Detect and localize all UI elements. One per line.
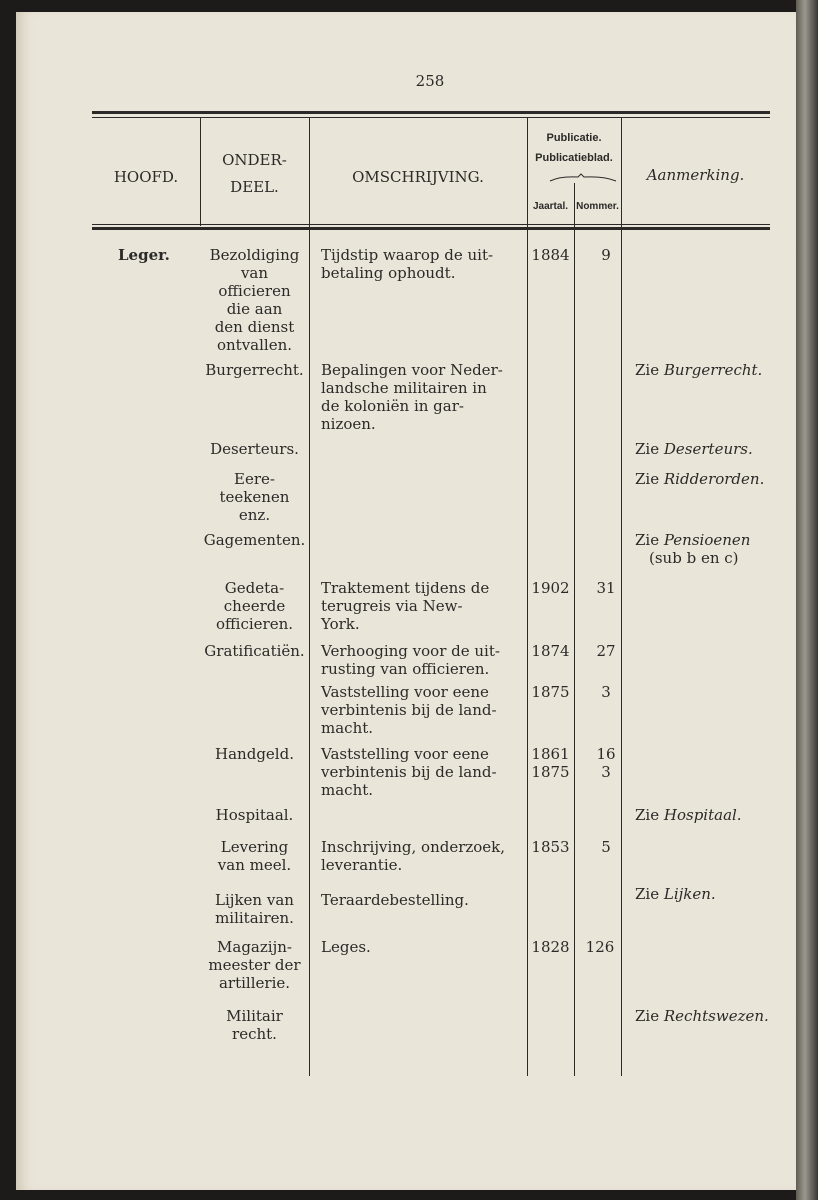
onderdeel-line: Lijken van [215, 891, 294, 909]
header-top-rule-thin [92, 117, 770, 118]
onderdeel-line: artillerie. [218, 974, 291, 992]
onderdeel-line: officieren [218, 282, 291, 300]
omschrijving-line: Bepalingen voor Neder- [321, 361, 503, 379]
omschrijving-line: Inschrijving, onderzoek, [321, 838, 506, 856]
jaartal-value: 1853 [531, 838, 570, 856]
jaartal-value: 1884 [531, 246, 570, 264]
col-divider-onderdeel [309, 118, 310, 1076]
aanmerking-ref: Lijken. [663, 885, 716, 903]
aanmerking-ref: Pensioenen [663, 531, 751, 549]
aanmerking-ref: Rechtswezen. [663, 1007, 769, 1025]
zie-label: Zie [635, 531, 660, 549]
nommer-value: 126 [585, 938, 615, 956]
omschrijving-line: verbintenis bij de land- [321, 701, 497, 719]
aanmerking-ref: Deserteurs. [663, 440, 753, 458]
omschrijving-line: Traktement tijdens de [321, 579, 490, 597]
col-divider-hoofd [200, 118, 201, 226]
header-publicatieblad: Publicatieblad. [535, 152, 613, 164]
aanmerking-ref: Ridderorden. [663, 470, 765, 488]
onderdeel-line: die aan [226, 300, 283, 318]
onderdeel-line: cheerde [223, 597, 286, 615]
nommer-value: 9 [601, 246, 611, 264]
nommer-value: 27 [596, 642, 616, 660]
onderdeel-line: officieren. [215, 615, 294, 633]
jaartal-value: 1828 [531, 938, 570, 956]
header-onderdeel-2: DEEL. [230, 178, 279, 196]
jaartal-value: 1874 [531, 642, 570, 660]
onderdeel-line: Hospitaal. [215, 806, 294, 824]
onderdeel-line: enz. [238, 506, 271, 524]
omschrijving-line: betaling ophoudt. [321, 264, 456, 282]
onderdeel-line: Gagementen. [203, 531, 306, 549]
omschrijving-line: de koloniën in gar- [321, 397, 464, 415]
onderdeel-line: Eere- [234, 470, 275, 488]
omschrijving-line: verbintenis bij de land- [321, 763, 497, 781]
nommer-value: 3 [601, 763, 611, 781]
jaartal-value: 1875 [531, 763, 570, 781]
omschrijving-line: Leges. [321, 938, 371, 956]
onderdeel-line: Bezoldiging [209, 246, 300, 264]
onderdeel-line: meester der [208, 956, 301, 974]
aanmerking-ref: Hospitaal. [663, 806, 742, 824]
header-bottom-rule-thin [92, 224, 770, 225]
onderdeel-line: teekenen [219, 488, 290, 506]
omschrijving-line: leverantie. [321, 856, 403, 874]
nommer-value: 31 [596, 579, 616, 597]
onderdeel-line: Militair [226, 1007, 283, 1025]
omschrijving-line: macht. [321, 719, 374, 737]
jaartal-value: 1861 [531, 745, 570, 763]
onderdeel-line: Gedeta- [224, 579, 285, 597]
nommer-value: 3 [601, 683, 611, 701]
jaartal-value: 1875 [531, 683, 570, 701]
header-onderdeel-1: ONDER- [222, 151, 287, 169]
header-hoofd: HOOFD. [113, 168, 179, 186]
omschrijving-line: rusting van officieren. [321, 660, 490, 678]
header-bottom-rule-thick [92, 227, 770, 230]
zie-label: Zie [635, 361, 660, 379]
aanmerking-ref: Burgerrecht. [663, 361, 763, 379]
header-brace-icon [548, 172, 618, 184]
onderdeel-line: Burgerrecht. [205, 361, 304, 379]
onderdeel-line: militairen. [215, 909, 294, 927]
hoofd-leger: Leger. [118, 246, 170, 264]
header-omschrijving: OMSCHRIJVING. [352, 168, 484, 186]
nommer-value: 16 [596, 745, 616, 763]
page-number: 258 [415, 72, 445, 90]
onderdeel-line: recht. [232, 1025, 277, 1043]
onderdeel-line: Magazijn- [217, 938, 292, 956]
onderdeel-line: Deserteurs. [210, 440, 299, 458]
aanmerking-sub: (sub b en c) [649, 549, 739, 567]
zie-label: Zie [635, 470, 660, 488]
omschrijving-line: macht. [321, 781, 374, 799]
onderdeel-line: van [240, 264, 269, 282]
onderdeel-line: den dienst [214, 318, 295, 336]
header-nommer: Nommer. [576, 201, 619, 212]
book-spine [796, 0, 818, 1200]
omschrijving-line: York. [321, 615, 360, 633]
header-publicatie: Publicatie. [546, 132, 602, 144]
omschrijving-line: landsche militairen in [321, 379, 487, 397]
omschrijving-line: Teraardebestelling. [321, 891, 469, 909]
omschrijving-line: terugreis via New- [321, 597, 463, 615]
jaartal-value: 1902 [531, 579, 570, 597]
header-jaartal: Jaartal. [532, 201, 569, 212]
omschrijving-line: Vaststelling voor eene [321, 683, 489, 701]
onderdeel-line: Levering [220, 838, 289, 856]
zie-label: Zie [635, 806, 660, 824]
header-aanmerking: Aanmerking. [646, 166, 745, 184]
onderdeel-line: ontvallen. [216, 336, 293, 354]
onderdeel-line: van meel. [217, 856, 292, 874]
omschrijving-line: nizoen. [321, 415, 376, 433]
omschrijving-line: Tijdstip waarop de uit- [321, 246, 494, 264]
omschrijving-line: Verhooging voor de uit- [321, 642, 500, 660]
onderdeel-line: Gratificatiën. [204, 642, 305, 660]
nommer-value: 5 [601, 838, 611, 856]
header-top-rule-thick [92, 111, 770, 114]
zie-label: Zie [635, 1007, 660, 1025]
omschrijving-line: Vaststelling voor eene [321, 745, 489, 763]
onderdeel-line: Handgeld. [215, 745, 294, 763]
zie-label: Zie [635, 885, 660, 903]
zie-label: Zie [635, 440, 660, 458]
